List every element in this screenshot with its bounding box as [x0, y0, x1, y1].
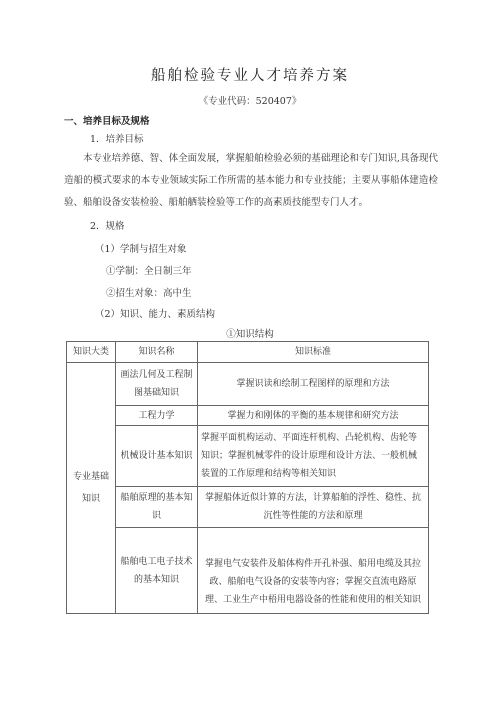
table-row — [67, 363, 429, 406]
item-specification: 2．规格 — [90, 221, 125, 232]
knowledge-name-cell: 工程力学 — [116, 406, 198, 426]
knowledge-name-cell: 船舶原理的基本知识 — [116, 487, 198, 528]
knowledge-name-cell: 机械设计基本知识 — [116, 426, 198, 487]
knowledge-name-cell: 船舶电工电子技术的基本知识 — [116, 528, 198, 614]
subitem-structure: （2）知识、能力、素质结构 — [95, 309, 216, 320]
section-heading: 一、培养目标及规格 — [64, 116, 150, 127]
knowledge-standard-cell: 掌握平面机构运动、平面连杆机构、凸轮机构、齿轮等知识；掌握机械零件的设计原理和设计方法、一般机械装置的工作原理和结构等相关知识 — [198, 426, 429, 487]
item-training-goal: 1．培养目标 — [90, 134, 144, 145]
table-row — [67, 487, 429, 528]
header-category: 知识大类 — [67, 342, 116, 363]
training-goal-paragraph: 本专业培养德、智、体全面发展，掌握船舶检验必须的基础理论和专门知识,具备现代造船的模式要求的本专业领域实际工作所需的基本能力和专业技能；主要从事船体建造检验、船舶设备安装检验、船舶舾装检验等工作的高素质技能型专门人才。 — [64, 153, 438, 208]
table-row — [67, 426, 429, 487]
knowledge-standard-cell: 掌握电气安装件及船体构件开孔补强、船用电缆及其拉政、船舶电气设备的安装等内容；掌握交直流电路原理、工业生产中梧用电器设备的性能和使用的相关知识 — [198, 528, 429, 614]
header-name: 知识名称 — [116, 342, 198, 363]
program-code: 《专业代码：520407》 — [198, 96, 302, 107]
table-row — [67, 406, 429, 426]
table-header-row — [67, 342, 429, 363]
knowledge-standard-cell: 掌握船体近似计算的方法，计算船舶的浮性、稳性、抗沉性等性能的方法和原理 — [198, 487, 429, 528]
subitem-duration: ①学制：全日制三年 — [106, 266, 192, 277]
subitem-enrollment: ②招生对象：高中生 — [106, 288, 192, 299]
knowledge-structure-table — [66, 341, 429, 614]
table-row — [67, 528, 429, 614]
header-standard: 知识标准 — [198, 342, 429, 363]
category-cell — [67, 363, 116, 614]
knowledge-standard-cell: 掌握识读和绘制工程图样的原理和方法 — [198, 363, 429, 406]
table-caption: ①知识结构 — [226, 329, 274, 340]
knowledge-name-cell: 画法几何及工程制图基础知识 — [116, 363, 198, 406]
category-text: 专业基础知识 — [72, 472, 109, 504]
knowledge-standard-cell: 掌握力和刚体的平衡的基本规律和研究方法 — [198, 406, 429, 426]
document-title: 船舶检验专业人才培养方案 — [151, 68, 349, 84]
subitem-duration-enrollment: （1）学制与招生对象 — [95, 244, 187, 255]
